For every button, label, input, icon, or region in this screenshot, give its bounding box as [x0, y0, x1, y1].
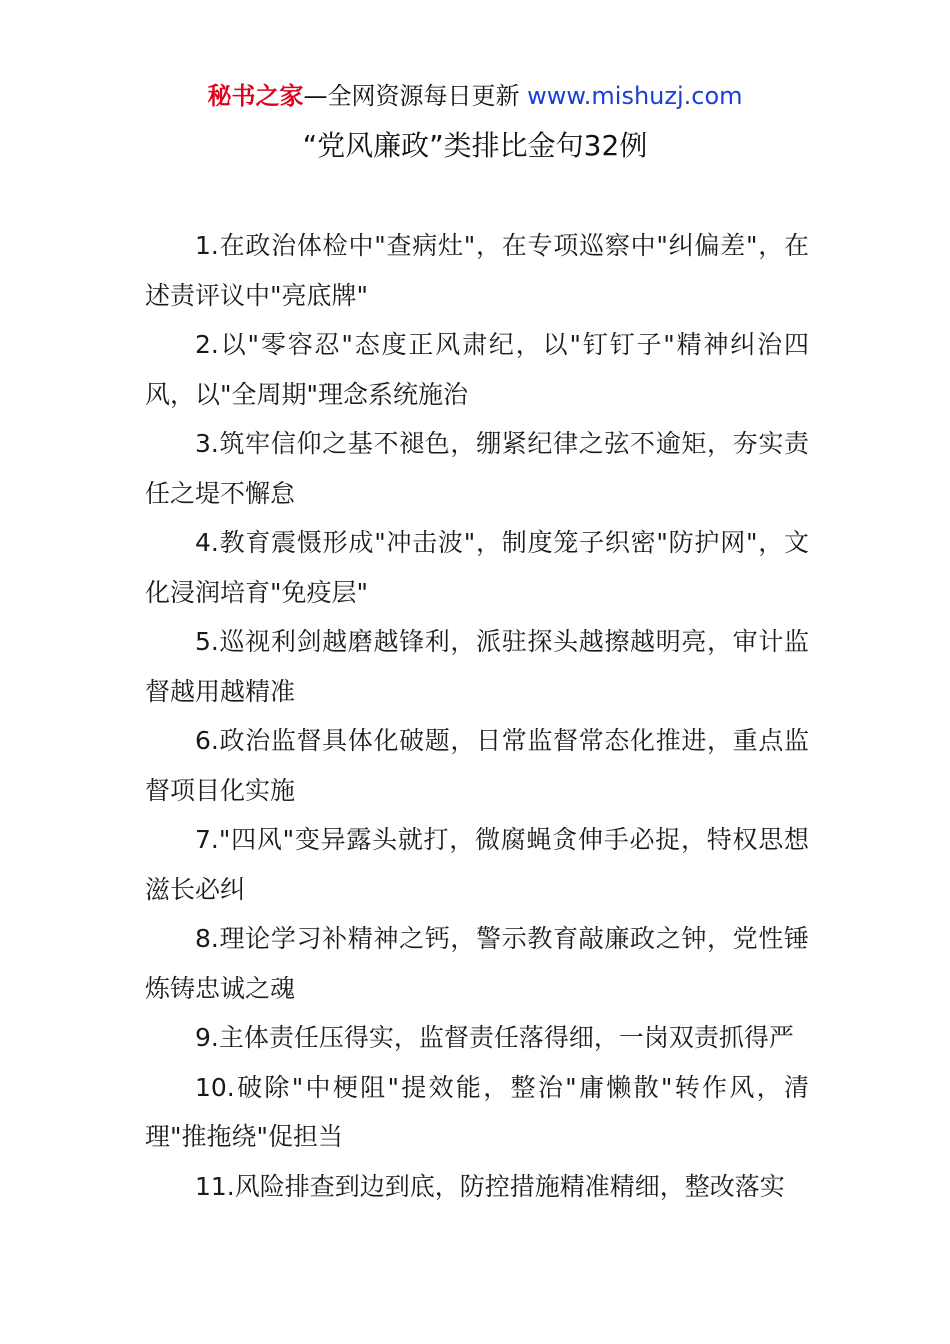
- site-header: [0, 80, 950, 112]
- list-item: 7."四风"变异露头就打，微腐蝇贪伸手必捉，特权思想滋长必纠: [145, 825, 809, 904]
- list-item: 2.以"零容忍"态度正风肃纪，以"钉钉子"精神纠治四风，以"全周期"理念系统施治: [145, 330, 809, 409]
- list-item: 3.筑牢信仰之基不褪色，绷紧纪律之弦不逾矩，夯实责任之堤不懈怠: [145, 429, 809, 508]
- document-body: [145, 221, 809, 1211]
- list-item: 11.风险排查到边到底，防控措施精准精细，整改落实: [195, 1171, 785, 1201]
- list-item: 1.在政治体检中"查病灶"，在专项巡察中"纠偏差"，在述责评议中"亮底牌": [145, 231, 809, 310]
- list-item: 9.主体责任压得实，监督责任落得细，一岗双责抓得严: [195, 1023, 794, 1052]
- site-url-link[interactable]: www.mishuzj.com: [527, 82, 743, 110]
- site-tagline: —全网资源每日更新: [303, 82, 520, 110]
- brand-name: 秘书之家: [207, 82, 304, 110]
- list-item: 8.理论学习补精神之钙，警示教育敲廉政之钟，党性锤炼铸忠诚之魂: [145, 924, 809, 1003]
- list-item: 6.政治监督具体化破题，日常监督常态化推进，重点监督项目化实施: [145, 726, 809, 805]
- list-item: 10.破除"中梗阻"提效能，整治"庸懒散"转作风，清理"推拖绕"促担当: [145, 1072, 809, 1151]
- list-item: 5.巡视利剑越磨越锋利，派驻探头越擦越明亮，审计监督越用越精准: [145, 627, 809, 706]
- document-title: “党风廉政”类排比金句32例: [302, 129, 648, 162]
- list-item: 4.教育震慑形成"冲击波"，制度笼子织密"防护网"，文化浸润培育"免疫层": [145, 528, 809, 607]
